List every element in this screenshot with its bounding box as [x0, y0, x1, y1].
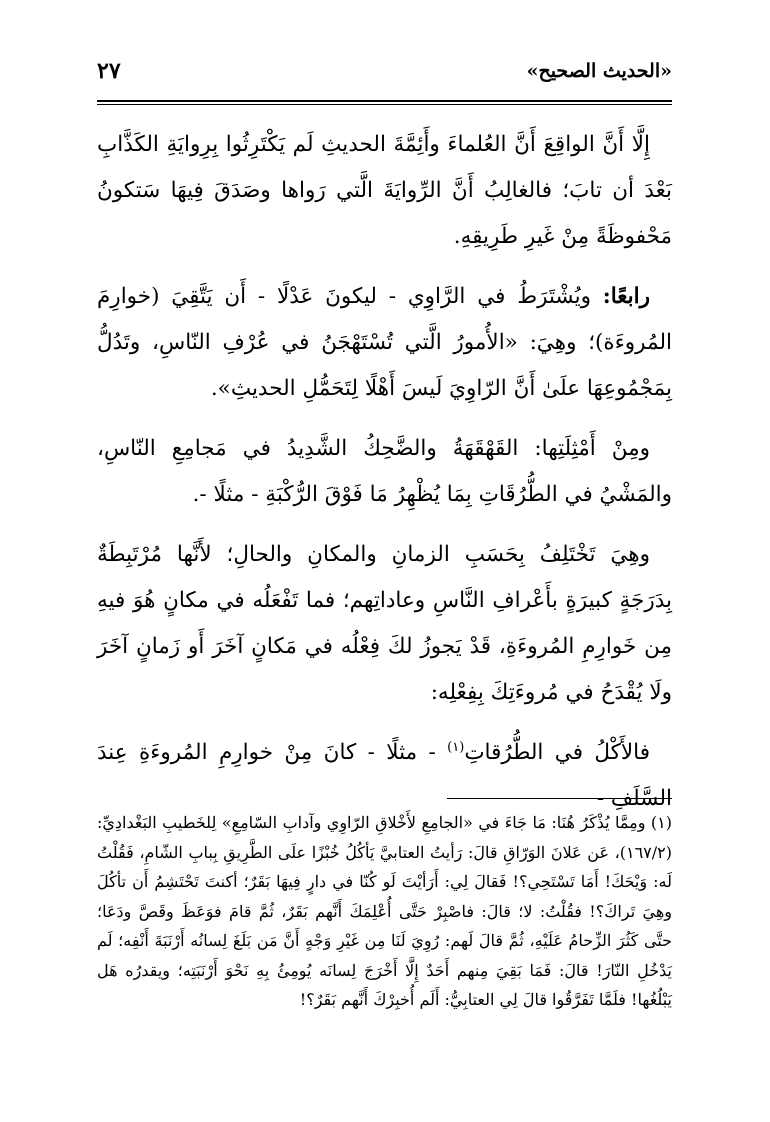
paragraph-4: وهِيَ تَخْتَلِفُ بِحَسَبِ الزمانِ والمكانِ والحالِ؛ لأَنَّها مُرْتَبِطَةٌ بِدَرَجَةٍ كبيرَةٍ بأَعْرافِ النَّاسِ وعاداتِهم؛ فما تَفْعَلُه في مكانٍ هُوَ فيهِ مِن خَوارِمِ المُروءَةِ، قَدْ يَجوزُ لكَ فِعْلُه في مَكانٍ آخَرَ أَو زَمانٍ آخَرَ ولَا يُقْدَحُ في مُروءَتِكَ بِفِعْلِه: — [97, 542, 672, 705]
page-header — [97, 58, 672, 98]
paragraph-5-start: فالأَكْلُ في الطُّرُقاتِ — [464, 740, 650, 765]
footnote-rule — [447, 798, 672, 799]
footnote-1: (١) ومِمَّا يُذْكَرُ هُنَا: مَا جَاءَ في «الجامِعِ لأَخْلاقِ الرّاوِي وآدابِ السّامِعِ» لِلخَطيبِ البَغْدادِيِّ: (١٦٧/٢)، عَن عَلانَ الوَرّاقِ قالَ: رَأيتُ العتابيَّ يَأكُلُ خُبْزًا علَى الطَّرِيقِ بِبابِ الشّامِ، فَقُلْتُ لَه: وَيْحَكَ! أَمَا تَسْتَحِي؟! فَقالَ لِي: أَرَأيْتَ لَو كُنّا في دارٍ فِيهَا بَقَرٌ؛ أكنتَ تَحْتَشِمُ أَن تأكُلَ وهِيَ تَراكَ؟! فقُلْتُ: لا؛ قالَ: فاصْبِرْ حَتَّى أُعْلِمَكَ أَنَّهم بَقَرٌ، ثُمَّ قامَ فوَعَظَ وقَصَّ ودَعَا؛ حتَّى كَثُرَ الزِّحامُ عَلَيْهِ، ثُمَّ قالَ لَهم: رُوِيَ لَنَا مِن غَيْرِ وَجْهٍ أَنَّ مَن بَلَغَ لِسانُه أَرْنَبَةَ أَنْفِه؛ لَم يَدْخُلِ النّارَ! قالَ: فَمَا بَقِيَ مِنهم أَحَدٌ إِلَّا أَخْرَجَ لِسانَه يُومِئُ بِهِ نَحْوَ أَرْنَبَتِه؛ ويقدرُه هَل يَبْلُغُها! فلَمَّا تَفَرَّقُوا قالَ لِي العتابِيُّ: أَلَم أُخبِرْكَ أَنَّهم بَقَرٌ؟! — [97, 813, 672, 1009]
running-title: «الحديث الصحيح» — [526, 60, 672, 82]
paragraph-2 — [97, 274, 672, 412]
paragraph-2-lead: رابعًا: — [602, 284, 650, 309]
paragraph-5-end: - مثلًا - كانَ مِنْ خوارِمِ المُروءَةِ عِندَ السَّلَفِ - — [97, 740, 672, 811]
paragraph-3: ومِنْ أَمْثِلَتِها: القَهْقَهَةُ والضَّحِكُ الشَّدِيدُ في مَجامِعِ النّاسِ، والمَشْيُ في الطُّرُقَاتِ بِمَا يُظْهِرُ مَا فَوْقَ الرُّكْبَةِ - مثلًا -. — [97, 436, 672, 507]
page-number: ٢٧ — [97, 58, 121, 84]
footnotes — [97, 808, 672, 1015]
footnote-reference[interactable]: (١) — [447, 739, 465, 755]
paragraph-1: إِلَّا أَنَّ الواقِعَ أَنَّ العُلماءَ وأَئِمَّةَ الحديثِ لَم يَكْتَرِثُوا بِرِوايَةِ الكَذَّابِ بَعْدَ أن تابَ؛ فالغالِبُ أَنَّ الرِّوايَةَ الَّتي رَواها وصَدَقَ فِيهَا سَتكونُ مَحْفوظَةً مِنْ غَيرِ طَرِيقِهِ. — [97, 132, 672, 249]
main-text — [97, 122, 672, 836]
header-rule — [97, 100, 672, 105]
paragraph-2-text: ويُشْتَرَطُ في الرَّاوِي - ليكونَ عَدْلًا - أَن يَتَّقِيَ (خوارِمَ المُروءَة)؛ وهِيَ: «الأُمورُ الَّتي تُسْتَهْجَنُ في عُرْفِ النّاسِ، وتَدُلُّ بِمَجْمُوعِهَا علَىٰ أَنَّ الرّاوِيَ لَيسَ أَهْلًا لِتَحَمُّلِ الحديثِ». — [97, 284, 672, 401]
